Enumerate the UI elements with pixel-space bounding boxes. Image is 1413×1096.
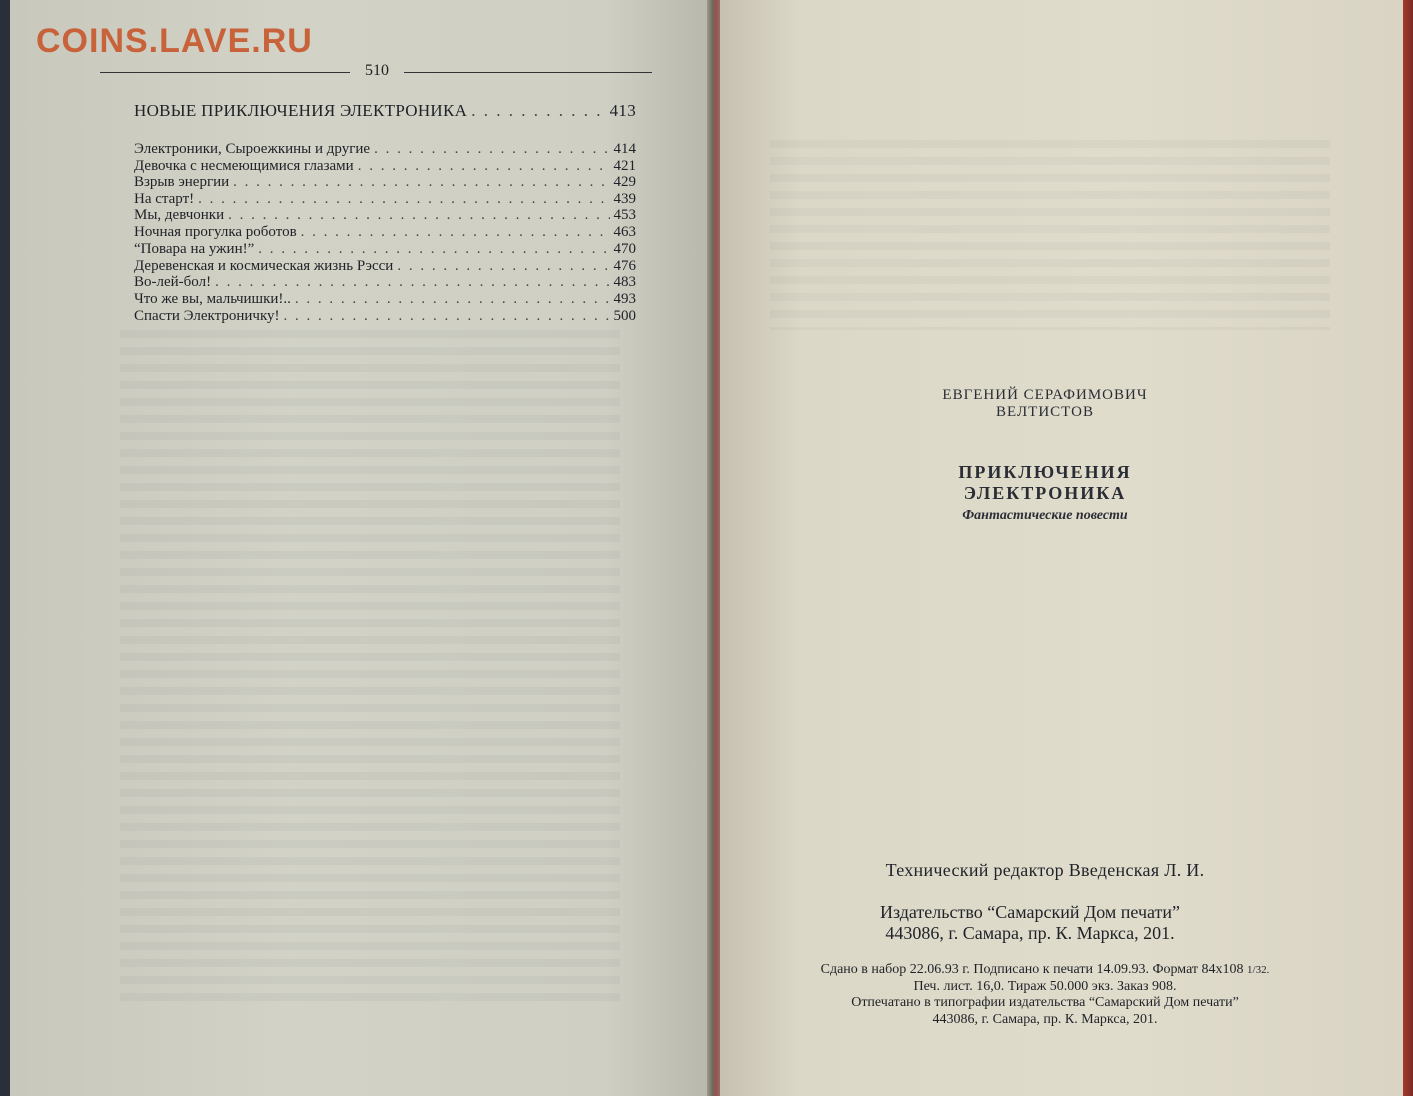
toc-entry — [134, 158, 636, 174]
toc-entry — [134, 141, 636, 157]
toc-entry-title: Деревенская и космическая жизнь Рэсси — [134, 258, 394, 274]
bleed-through-text — [120, 330, 620, 1010]
toc-leader-dots — [228, 207, 609, 223]
imprint-fraction: 1/32. — [1247, 964, 1270, 976]
toc-entry-page: 470 — [613, 241, 636, 257]
page-number: 510 — [365, 62, 389, 79]
toc-entry-title: Что же вы, мальчишки!.. — [134, 291, 291, 307]
author-name — [845, 387, 1245, 421]
book-title-line1: ПРИКЛЮЧЕНИЯ — [958, 462, 1132, 482]
toc-leader-dots — [198, 191, 609, 207]
header-rule-right — [404, 72, 652, 73]
author-first-names: ЕВГЕНИЙ СЕРАФИМОВИЧ — [942, 387, 1148, 403]
book-title-line2: ЭЛЕКТРОНИКА — [963, 483, 1127, 503]
toc-leader-dots — [258, 241, 609, 257]
toc-section-heading — [134, 101, 636, 121]
imprint-line1 — [770, 962, 1320, 979]
toc-entry — [134, 308, 636, 324]
toc-entry-title: Мы, девчонки — [134, 207, 225, 223]
toc-entry — [134, 241, 636, 257]
imprint-line1-text: Сдано в набор 22.06.93 г. Подписано к печати 14.09.93. Формат 84х108 — [820, 962, 1248, 977]
cover-edge — [1403, 0, 1413, 1096]
imprint-line4: 443086, г. Самара, пр. К. Маркса, 201. — [932, 1011, 1158, 1027]
book-title — [845, 462, 1245, 504]
toc-entry — [134, 274, 636, 290]
watermark: COINS.LAVE.RU — [36, 22, 313, 60]
imprint-info — [770, 962, 1320, 1028]
toc-leader-dots — [233, 174, 609, 190]
toc-entry-page: 429 — [613, 174, 636, 190]
toc-entry — [134, 224, 636, 240]
toc-entry-page: 483 — [613, 274, 636, 290]
toc-entry — [134, 207, 636, 223]
toc-entry-page: 421 — [613, 158, 636, 174]
toc-leader-dots — [471, 101, 605, 121]
toc-entry-title: “Повара на ужин!” — [134, 241, 255, 257]
book-spine — [707, 0, 721, 1096]
toc-entry-page: 493 — [613, 291, 636, 307]
toc-section-page: 413 — [609, 101, 636, 120]
toc-entry — [134, 174, 636, 190]
toc-entry-page: 439 — [613, 191, 636, 207]
toc-entry — [134, 191, 636, 207]
toc-entry-page: 453 — [613, 207, 636, 223]
imprint-line3: Отпечатано в типографии издательства “Самарский Дом печати” — [851, 995, 1239, 1010]
author-surname: ВЕЛТИСТОВ — [996, 404, 1094, 420]
toc-entry-title: На старт! — [134, 191, 195, 207]
publisher-name: Издательство “Самарский Дом печати” — [879, 902, 1181, 922]
header-rule-left — [100, 72, 350, 73]
toc-leader-dots — [301, 224, 610, 240]
toc-entry-title: Электроники, Сыроежкины и другие — [134, 141, 371, 157]
toc-entry — [134, 258, 636, 274]
publisher-address: 443086, г. Самара, пр. К. Маркса, 201. — [885, 923, 1175, 943]
toc-entry-title: Спасти Электроничку! — [134, 308, 280, 324]
toc-entry-page: 463 — [613, 224, 636, 240]
toc-entry-page: 476 — [613, 258, 636, 274]
toc-leader-dots — [358, 158, 610, 174]
toc-entry-title: Во-лей-бол! — [134, 274, 212, 290]
toc-entry — [134, 291, 636, 307]
toc-leader-dots — [397, 258, 609, 274]
toc-entry-page: 500 — [613, 308, 636, 324]
toc-leader-dots — [374, 141, 609, 157]
book-subtitle: Фантастические повести — [962, 508, 1128, 523]
toc-leader-dots — [284, 308, 610, 324]
toc-leader-dots — [295, 291, 610, 307]
toc-entry-title: Ночная прогулка роботов — [134, 224, 297, 240]
toc-leader-dots — [215, 274, 609, 290]
publisher-info — [790, 902, 1270, 944]
technical-editor: Технический редактор Введенская Л. И. — [885, 860, 1205, 880]
toc-section-title: НОВЫЕ ПРИКЛЮЧЕНИЯ ЭЛЕКТРОНИКА — [134, 101, 468, 120]
imprint-line2: Печ. лист. 16,0. Тираж 50.000 экз. Заказ 908. — [913, 978, 1177, 994]
toc-entry-title: Девочка с несмеющимися глазами — [134, 158, 354, 174]
bleed-through-text-right — [770, 140, 1330, 330]
toc-entry-title: Взрыв энергии — [134, 174, 230, 190]
toc-entry-page: 414 — [613, 141, 636, 157]
